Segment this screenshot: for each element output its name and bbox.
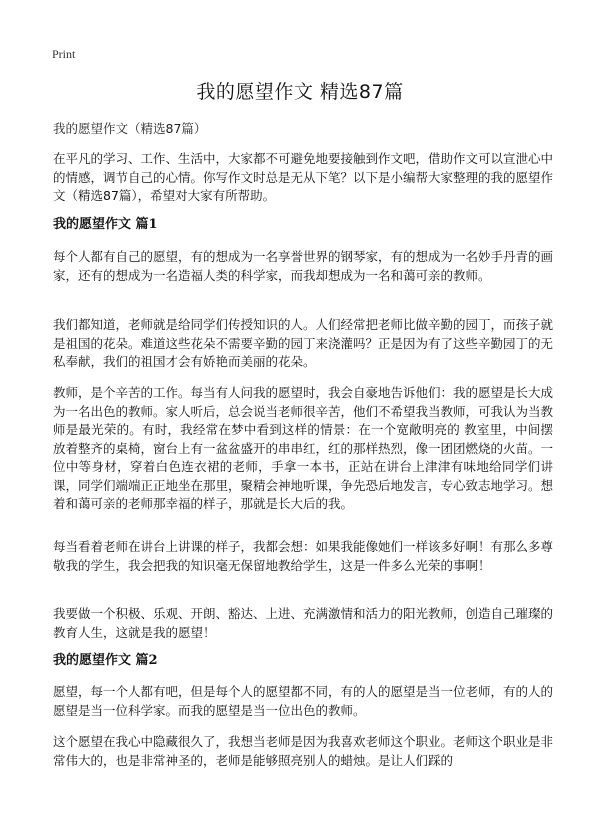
- section-heading-2: 我的愿望作文 篇2: [53, 653, 158, 668]
- section-1-paragraph-4: 每当看着老师在讲台上讲课的样子，我都会想：如果我能像她们一样该多好啊！有那么多尊敬我的学生，我会把我的知识毫无保留地教给学生，这是一件多么光荣的事啊！: [53, 539, 554, 573]
- intro-paragraph: 在平凡的学习、工作、生活中，大家都不可避免地要接触到作文吧，借助作文可以宣泄心中的情感，调节自己的心情。你写作文时总是无从下笔？以下是小编帮大家整理的我的愿望作文（精选87篇），希望对大家有所帮助。: [53, 151, 554, 203]
- section-1-paragraph-5: 我要做一个积极、乐观、开朗、豁达、上进、充满激情和活力的阳光教师，创造自己璀璨的教育人生，这就是我的愿望！: [53, 606, 554, 640]
- section-2-paragraph-1: 愿望，每一个人都有吧，但是每个人的愿望都不同，有的人的愿望是当一位老师，有的人的愿望是当一位科学家。而我的愿望是当一位出色的教师。: [53, 684, 554, 718]
- section-1-paragraph-3: 教师，是个辛苦的工作。每当有人问我的愿望时，我会自豪地告诉他们：我的愿望是长大成为一名出色的教师。家人听后，总会说当老师很辛苦，他们不希望我当教师，可我认为当教师是最光荣的。有时，我经常在梦中看到这样的情景：在一个宽敞明亮的 教室里，中间摆放着整齐的桌椅，窗台上有一盆盆盛开的串串红，红的那样热烈，像一团团燃烧的火苗。一位中等身材，穿着白色连衣裙的老师，手拿一本书，正站在讲台上津津有味地给同学们讲课，同学们端端正正地坐在那里，聚精会神地听课，争先恐后地发言，专心致志地学习。想着和蔼可亲的老师那幸福的样子，那就是长大后的我。: [53, 385, 554, 511]
- section-1-paragraph-2: 我们都知道，老师就是给同学们传授知识的人。人们经常把老师比做辛勤的园丁，而孩子就是祖国的花朵。难道这些花朵不需要辛勤的园丁来浇灌吗？正是因为有了这些辛勤园丁的无私奉献，我们的祖国才会有娇艳而美丽的花朵。: [53, 317, 554, 369]
- document-subtitle: 我的愿望作文（精选87篇）: [53, 121, 207, 136]
- print-link[interactable]: Print: [52, 47, 76, 61]
- section-2-paragraph-2: 这个愿望在我心中隐藏很久了，我想当老师是因为我喜欢老师这个职业。老师这个职业是非常伟大的，也是非常神圣的，老师是能够照亮别人的蜡烛。是让人们踩的: [53, 734, 554, 768]
- document-title: 我的愿望作文 精选87篇: [196, 81, 404, 103]
- section-heading-1: 我的愿望作文 篇1: [53, 217, 158, 232]
- section-1-paragraph-1: 每个人都有自己的愿望，有的想成为一名享誉世界的钢琴家，有的想成为一名妙手丹青的画家，还有的想成为一名造福人类的科学家，而我却想成为一名和蔼可亲的教师。: [53, 249, 554, 283]
